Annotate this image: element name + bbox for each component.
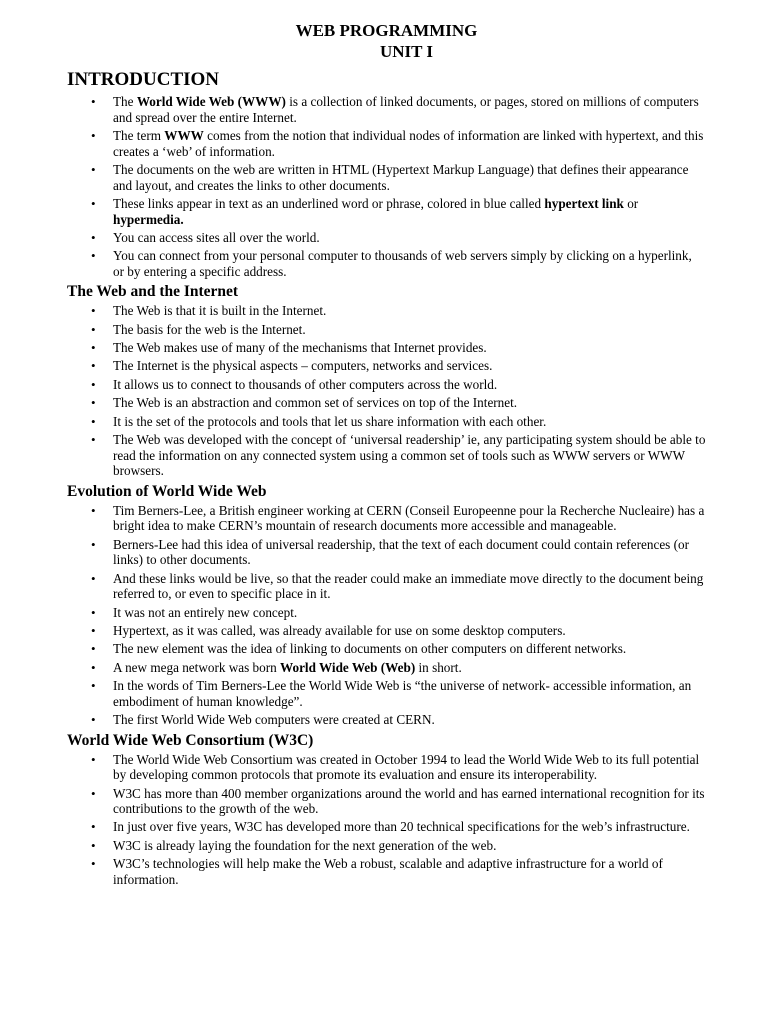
text-run: Tim Berners-Lee, a British engineer working at CERN (Conseil Europeenne pour la Recherche Nucleaire) has a bright idea to make CERN’s mountain of research documents more accessible and manageable.	[113, 502, 705, 534]
bold-text: World Wide Web (Web)	[280, 659, 416, 675]
bullet-list	[67, 94, 706, 280]
list-item	[67, 303, 706, 319]
text-run: And these links would be live, so that the reader could make an immediate move directly to the document being referred to, or even to specific place in it.	[113, 570, 704, 602]
text-run: The Web was developed with the concept of ‘universal readership’ ie, any participating system should be able to read the information on any connected system using a common set of tools such as WWW servers or WWW browsers.	[113, 432, 706, 479]
list-item	[67, 838, 706, 854]
text-run: is a collection of linked documents, or pages, stored on millions of computers and spread over the entire Internet.	[113, 94, 699, 125]
list-item	[67, 856, 706, 887]
list-item	[67, 605, 706, 621]
list-item	[67, 414, 706, 430]
list-item	[67, 162, 706, 193]
text-run: W3C has more than 400 member organizations around the world and has earned international recognition for its contributions to the growth of the web.	[113, 785, 705, 817]
list-item	[67, 230, 706, 246]
bold-text: World Wide Web (WWW)	[136, 94, 286, 109]
text-run: In the words of Tim Berners-Lee the World Wide Web is “the universe of network- accessible information, an embodiment of human knowledge”.	[113, 678, 692, 709]
text-run: or	[623, 195, 639, 211]
text-run: It is the set of the protocols and tools that let us share information with each other.	[113, 413, 547, 429]
list-item	[67, 752, 706, 783]
text-run: comes from the notion that individual nodes of information are linked with hypertext, and this creates a ‘web’ of information.	[113, 127, 704, 159]
bold-text: hypermedia.	[113, 211, 184, 227]
list-item	[67, 395, 706, 411]
text-run: Hypertext, as it was called, was already available for use on some desktop computers.	[113, 622, 566, 638]
list-item	[67, 660, 706, 676]
text-run: These links appear in text as an underlined word or phrase, colored in blue called	[113, 195, 545, 211]
list-item	[67, 819, 706, 835]
text-run: The Web is that it is built in the Internet.	[113, 303, 327, 319]
text-run: The documents on the web are written in HTML (Hypertext Markup Language) that defines their appearance and layout, and creates the links to other documents.	[113, 161, 689, 193]
text-run: The term	[113, 127, 165, 143]
bullet-list	[67, 503, 706, 728]
bold-text: WWW	[164, 127, 204, 143]
list-item	[67, 322, 706, 338]
list-item	[67, 128, 706, 159]
list-item	[67, 340, 706, 356]
text-run: The	[113, 94, 137, 109]
list-item	[67, 358, 706, 374]
section-heading: INTRODUCTION	[67, 69, 220, 90]
text-run: W3C’s technologies will help make the Web a robust, scalable and adaptive infrastructure for a world of information.	[113, 856, 663, 887]
text-run: Berners-Lee had this idea of universal readership, that the text of each document could contain references (or links) to other documents.	[113, 536, 689, 568]
list-item	[67, 377, 706, 393]
text-run: The first World Wide Web computers were created at CERN.	[113, 712, 435, 728]
text-run: A new mega network was born	[113, 659, 281, 675]
list-item	[67, 678, 706, 709]
text-run: In just over five years, W3C has developed more than 20 technical specifications for the web’s infrastructure.	[113, 819, 690, 835]
text-run: in short.	[415, 659, 462, 675]
document-subtitle: UNIT I	[379, 42, 434, 61]
text-run: It allows us to connect to thousands of other computers across the world.	[113, 376, 498, 392]
text-run: The Web is an abstraction and common set of services on top of the Internet.	[113, 395, 518, 411]
section-heading: The Web and the Internet	[67, 283, 239, 301]
list-item	[67, 537, 706, 568]
document-body	[67, 68, 706, 887]
text-run: It was not an entirely new concept.	[113, 604, 298, 620]
section-heading: World Wide Web Consortium (W3C)	[67, 731, 314, 749]
list-item	[67, 623, 706, 639]
list-item	[67, 432, 706, 479]
list-item	[67, 786, 706, 817]
section-heading: Evolution of World Wide Web	[67, 482, 267, 500]
bullet-list	[67, 303, 706, 479]
list-item	[67, 571, 706, 602]
text-run: The Web makes use of many of the mechanisms that Internet provides.	[113, 340, 487, 356]
text-run: The new element was the idea of linking to documents on other computers on different networks.	[113, 641, 627, 657]
list-item	[67, 712, 706, 728]
list-item	[67, 248, 706, 279]
text-run: The World Wide Web Consortium was created in October 1994 to lead the World Wide Web to its full potential by developing common protocols that promote its evaluation and ensure its interoperability.	[113, 751, 700, 783]
text-run: The basis for the web is the Internet.	[113, 321, 306, 337]
text-run: W3C is already laying the foundation for the next generation of the web.	[113, 837, 497, 853]
text-run: You can access sites all over the world.	[113, 229, 320, 245]
list-item	[67, 94, 706, 125]
bold-text: hypertext link	[544, 195, 624, 211]
text-run: The Internet is the physical aspects – computers, networks and services.	[113, 358, 493, 374]
bullet-list	[67, 752, 706, 888]
text-run: You can connect from your personal computer to thousands of web servers simply by clicking on a hyperlink, or by entering a specific address.	[113, 248, 692, 279]
list-item	[67, 196, 706, 227]
list-item	[67, 641, 706, 657]
list-item	[67, 503, 706, 534]
document-title: WEB PROGRAMMING	[295, 21, 478, 40]
